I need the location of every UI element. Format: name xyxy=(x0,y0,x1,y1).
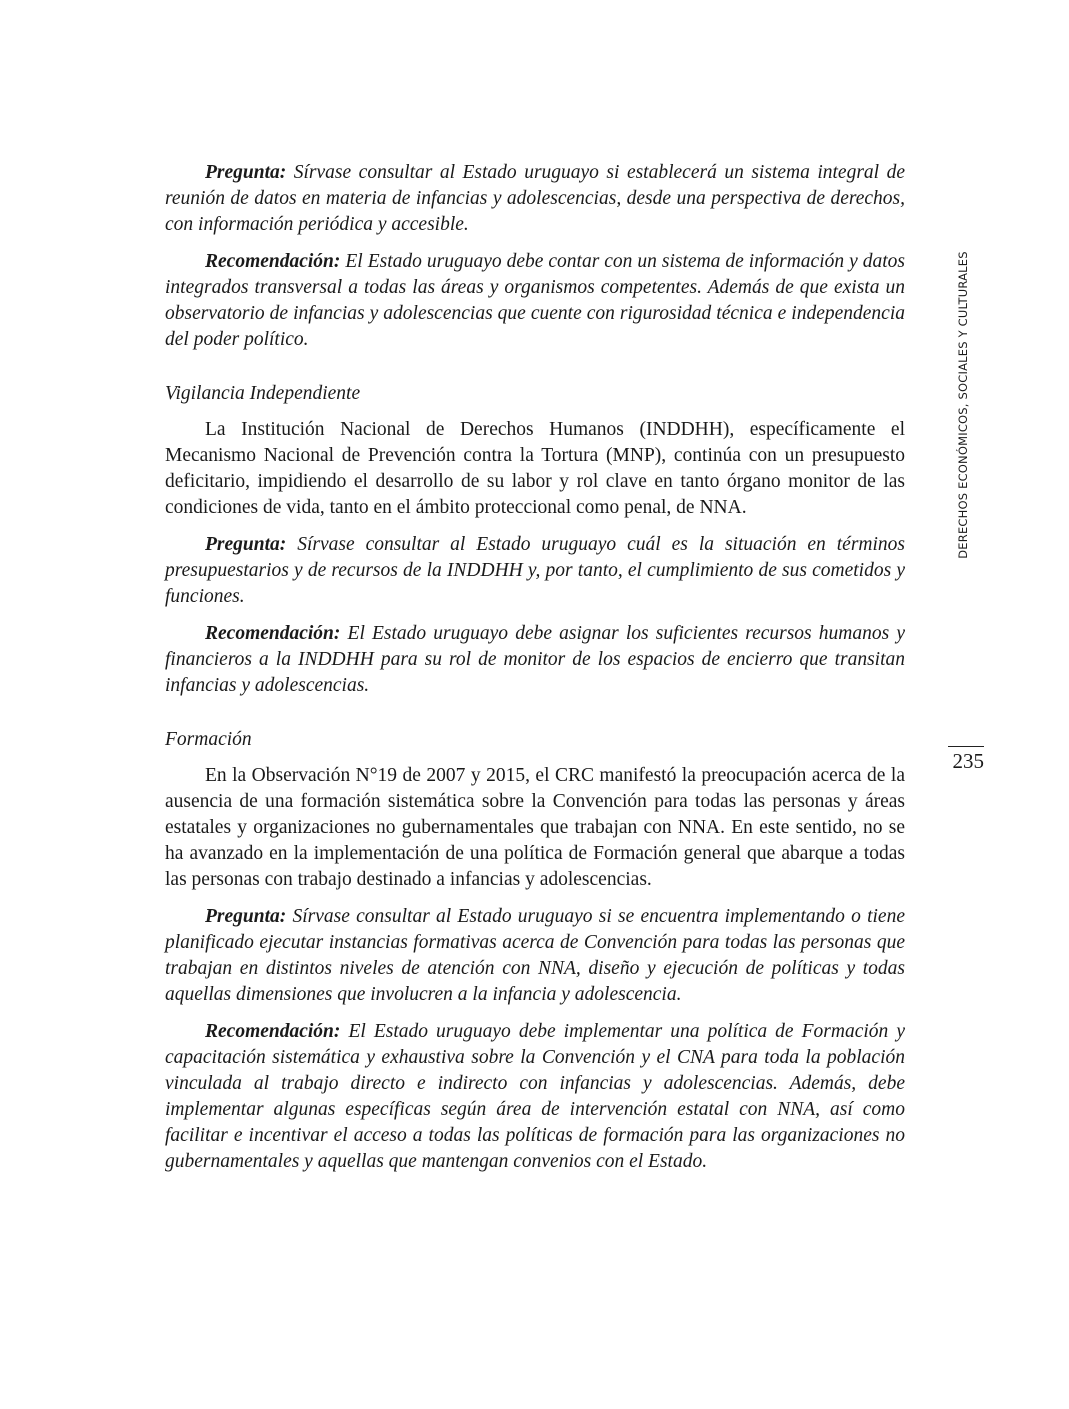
question-inddhh xyxy=(165,532,905,610)
recommendation-lead: Recomendación: xyxy=(205,251,341,272)
question-lead: Pregunta: xyxy=(205,534,287,555)
section-heading-formacion: Formación xyxy=(165,729,252,750)
question-lead: Pregunta: xyxy=(205,906,287,927)
recommendation-lead: Recomendación: xyxy=(205,623,341,644)
question-lead: Pregunta: xyxy=(205,162,287,183)
recommendation-datos xyxy=(165,249,905,353)
recommendation-inddhh xyxy=(165,621,905,699)
page-number: 235 xyxy=(948,746,984,774)
question-datos xyxy=(165,160,905,238)
question-formacion xyxy=(165,904,905,1008)
paragraph-vigilancia: La Institución Nacional de Derechos Humanos (INDDHH), específicamente el Mecanismo Nacional de Prevención contra la Tortura (MNP), continúa con un presupuesto deficitario, impidiendo el desarrollo de su labor y rol clave en tanto órgano monitor de las condiciones de vida, tanto en el ámbito proteccional como penal, de NNA. xyxy=(165,419,905,518)
question-text: Sírvase consultar al Estado uruguayo cuál es la situación en términos presupuestarios y de recursos de la INDDHH y, por tanto, el cumplimiento de sus cometidos y funciones. xyxy=(165,534,905,607)
section-title-text: DERECHOS ECONÓMICOS, SOCIALES Y CULTURALES xyxy=(956,251,970,559)
page-body xyxy=(165,160,905,1186)
question-text: Sírvase consultar al Estado uruguayo si establecerá un sistema integral de reunión de datos en materia de infancias y adolescencias, desde una perspectiva de derechos, con información periódica y accesible. xyxy=(165,162,905,235)
recommendation-lead: Recomendación: xyxy=(205,1021,341,1042)
recommendation-text: El Estado uruguayo debe contar con un sistema de información y datos integrados transversal a todas las áreas y organismos competentes. Además de que exista un observatorio de infancias y adolescencias que cuente con rigurosidad técnica e independencia del poder político. xyxy=(165,251,905,350)
section-heading-vigilancia: Vigilancia Independiente xyxy=(165,383,361,404)
recommendation-text: El Estado uruguayo debe implementar una política de Formación y capacitación sistemática y exhaustiva sobre la Convención y el CNA para toda la población vinculada al trabajo directo e indirecto con infancias y adolescencias. Además, debe implementar algunas específicas según área de intervención estatal con NNA, así como facilitar e incentivar el acceso a todas las políticas de formación para las organizaciones no gubernamentales y aquellas que mantengan convenios con el Estado. xyxy=(165,1021,905,1172)
running-section-title xyxy=(953,245,973,565)
recommendation-formacion xyxy=(165,1019,905,1175)
recommendation-text: El Estado uruguayo debe asignar los suficientes recursos humanos y financieros a la INDDHH para su rol de monitor de los espacios de encierro que transitan infancias y adolescencias. xyxy=(165,623,905,696)
paragraph-formacion: En la Observación N°19 de 2007 y 2015, el CRC manifestó la preocupación acerca de la ausencia de una formación sistemática sobre la Convención para todas las personas y áreas estatales y organizaciones no gubernamentales que trabajan con NNA. En este sentido, no se ha avanzado en la implementación de una política de Formación general que abarque a todas las personas con trabajo destinado a infancias y adolescencias. xyxy=(165,765,905,890)
question-text: Sírvase consultar al Estado uruguayo si se encuentra implementando o tiene planificado ejecutar instancias formativas acerca de Convención para todas las personas que trabajan en distintos niveles de atención con NNA, diseño y ejecución de políticas y todas aquellas dimensiones que involucren a la infancia y adolescencia. xyxy=(165,906,905,1005)
